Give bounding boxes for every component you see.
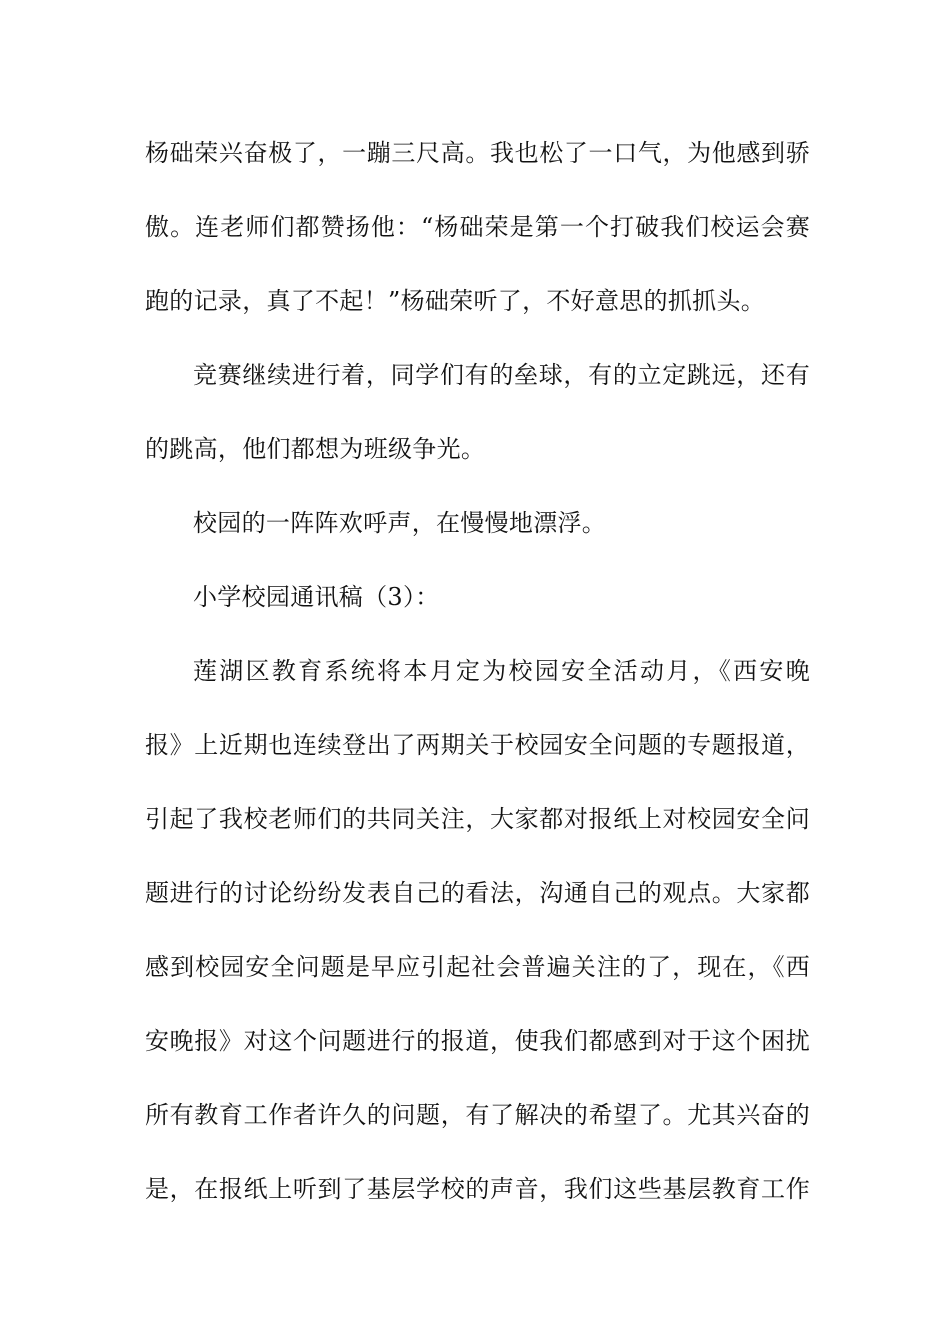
paragraph-line-2: 傲。连老师们都赞扬他：“杨础荣是第一个打破我们校运会赛 — [145, 213, 810, 241]
section-heading: 小学校园通讯稿（3）： — [193, 583, 440, 611]
paragraph-line-15: 是，在报纸上听到了基层学校的声音，我们这些基层教育工作 — [145, 1175, 810, 1203]
paragraph-line-13: 安晚报》对这个问题进行的报道，使我们都感到对于这个困扰 — [145, 1027, 810, 1055]
paragraph-line-5: 的跳高，他们都想为班级争光。 — [145, 435, 486, 463]
paragraph-line-4: 竞赛继续进行着，同学们有的垒球，有的立定跳远，还有 — [193, 361, 810, 389]
paragraph-line-3: 跑的记录，真了不起！”杨础荣听了，不好意思的抓抓头。 — [145, 287, 766, 315]
paragraph-line-6: 校园的一阵阵欢呼声，在慢慢地漂浮。 — [193, 509, 607, 537]
paragraph-line-12: 感到校园安全问题是早应引起社会普遍关注的了，现在，《西 — [145, 953, 810, 981]
paragraph-line-8: 莲湖区教育系统将本月定为校园安全活动月，《西安晚 — [193, 657, 810, 685]
paragraph-line-10: 引起了我校老师们的共同关注，大家都对报纸上对校园安全问 — [145, 805, 810, 833]
paragraph-line-11: 题进行的讨论纷纷发表自己的看法，沟通自己的观点。大家都 — [145, 879, 810, 907]
paragraph-line-1: 杨础荣兴奋极了，一蹦三尺高。我也松了一口气，为他感到骄 — [145, 139, 810, 167]
paragraph-line-14: 所有教育工作者许久的问题，有了解决的希望了。尤其兴奋的 — [145, 1101, 810, 1129]
paragraph-line-9: 报》上近期也连续登出了两期关于校园安全问题的专题报道， — [145, 731, 810, 759]
